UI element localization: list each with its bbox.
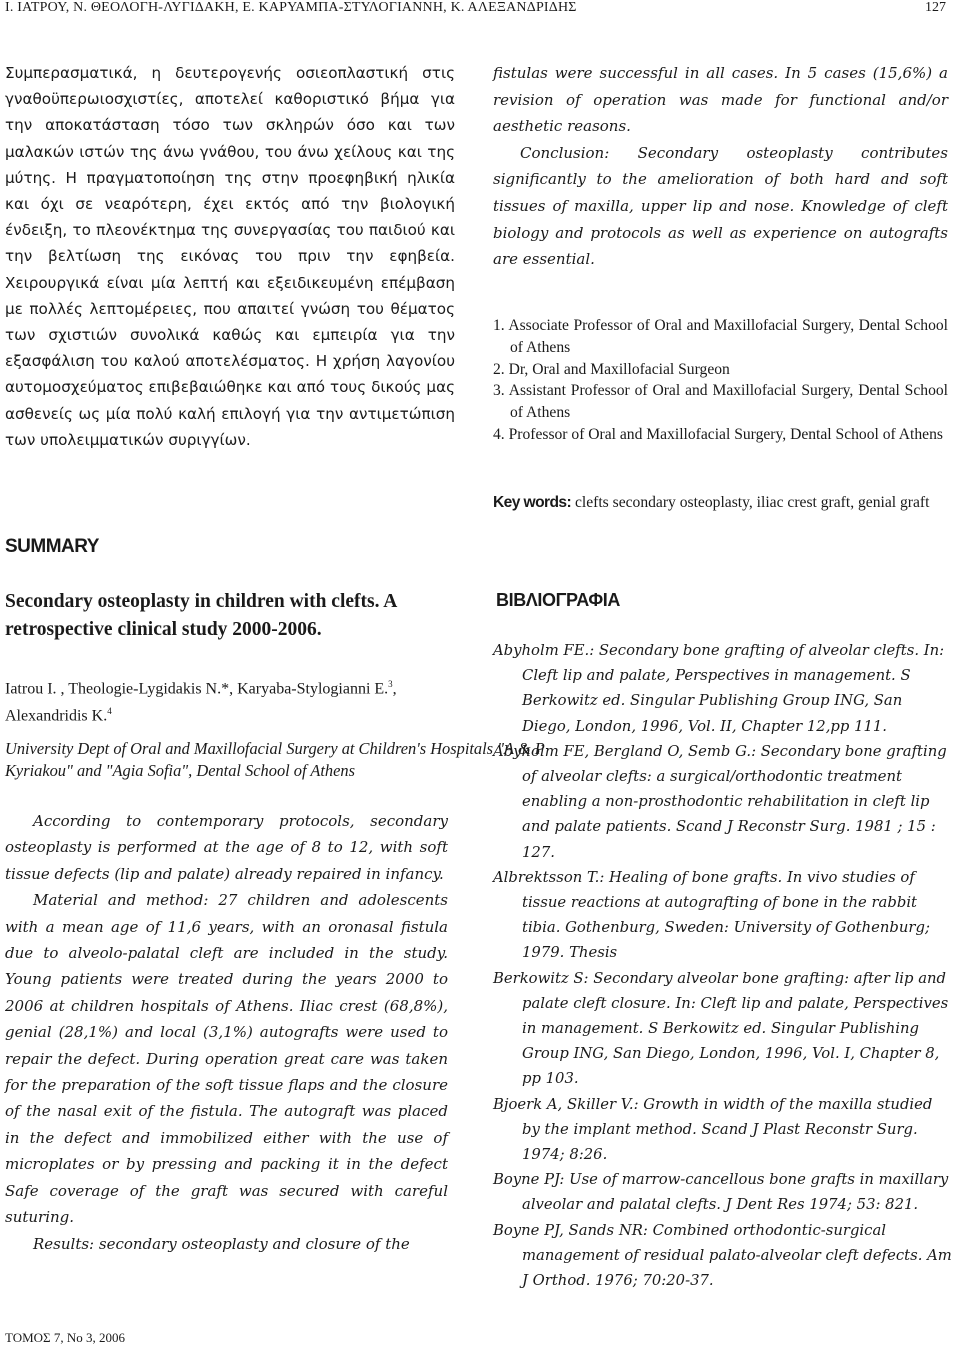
summary-title: Secondary osteoplasty in children with clefts. A retrospective clinical study 2000-2006. [5,591,397,640]
reference-list [493,638,953,1293]
abstract-methods: Material and method: 27 children and adolescents with a mean age of 11,6 years, with an oronasal fistula due to alveolo-palatal cleft are included in the study. Young patients were treated during the years 2000 to 2006 at children hospitals of Athens. Iliac crest (68,8%), genial (28,1%) and local (3,1%) autografts were used to repair the defect. During operation great care was taken for the preparation of the soft tissue flaps and the closure of the nasal exit of the fistula. The autograft was placed in the defect and immobilized either with the use of microplates or by pressing and packing it in the defect Safe coverage of the graft was secured with careful suturing. [5,891,448,1227]
bibliography-heading: ΒΙΒΛΙΟΓΡΑΦΙΑ [496,590,620,610]
keywords [493,490,948,515]
affiliation-item: 3. Assistant Professor of Oral and Maxillofacial Surgery, Dental School of Athens [493,382,948,422]
author-superscript: 3 [388,679,393,689]
affiliation-item: 4. Professor of Oral and Maxillofacial Surgery, Dental School of Athens [493,425,943,443]
abstract-right [493,60,948,273]
reference-item: Berkowitz S: Secondary alveolar bone grafting: after lip and palate cleft closure. In: Cleft lip and palate, Perspectives in management. S Berkowitz ed. Singular Publishing Group ING, San Diego, London, 1996, Vol. I, Chapter 8, pp 103. [493,969,949,1088]
page-number: 127 [925,0,946,15]
abstract-intro: According to contemporary protocols, secondary osteoplasty is performed at the age of 8 to 12, with soft tissue defects (lip and palate) already repaired in infancy. [5,812,448,883]
greek-conclusion-paragraph: Συμπερασματικά, η δευτερογενής οσιεοπλαστική στις γναθοϋπερωιοσχιστίες, αποτελεί καθοριστικό βήμα για την αποκατάσταση τόσο των σκληρών όσο και των μαλακών ιστών της άνω γνάθου, του άνω χείλους και της μύτης. Η πραγματοποίηση της στην προεφηβική ηλικία και όχι σε νεαρότερη, έχει εκτός από την βιολογική ένδειξη, το πλεονέκτημα της συνεργασίας του παιδιού και την βελτίωση της εικόνας του πριν την εφηβεία. Χειρουργικά είναι μία λεπτή και εξειδικευμένη επέμβαση με πολλές λεπτομέρειες, που απαιτεί γνώση του θέματος των σχιστιών συνολικά καθώς και εμπειρία για την εξασφάλιση του καλού αποτελέσματος. Η χρήση λαγονίου αυτομοσχεύματος επιβεβαιώθηκε και από τους δικούς μας ασθενείς ως μία πολύ καλή επιλογή για την αντιμετώπιση των υπολειμματικών συριγγίων. [5,64,455,449]
reference-item: Abyholm FE, Bergland O, Semb G.: Secondary bone grafting of alveolar clefts: a surgical/orthodontic treatment enabling a non-prosthodontic rehabilitation in cleft lip and palate patients. Scand J Reconstr Surg. 1981 ; 15 : 127. [493,742,947,861]
keywords-text: clefts secondary osteoplasty, iliac crest graft, genial graft [571,494,930,511]
greek-conclusion-block [5,60,455,453]
author-superscript: 4 [107,706,112,717]
affiliation-item: 1. Associate Professor of Oral and Maxillofacial Surgery, Dental School of Athens [493,317,948,356]
author-line: Iatrou I. , Theologie-Lygidakis N.*, Karyaba-Stylogianni E. [5,680,389,698]
author-separator: , [392,680,397,698]
institution: University Dept of Oral and Maxillofacial Surgery at Children's Hospitals "A & P Kyriakou" and "Agia Sofia", Dental School of Athens [5,739,545,780]
abstract-results-start: Results: secondary osteoplasty and closure of the [33,1234,410,1253]
reference-item: Boyne PJ: Use of marrow-cancellous bone grafts in maxillary alveolar and palatal clefts. J Dent Res 1974; 53: 821. [493,1171,949,1214]
journal-footer: ΤΟΜΟΣ 7, Νο 3, 2006 [5,1330,125,1345]
summary-authors [5,673,455,728]
abstract-left [5,808,448,1257]
affiliation-item: 2. Dr, Oral and Maxillofacial Surgeon [493,360,730,378]
author-line: Alexandridis K. [5,707,108,725]
reference-item: Boyne PJ, Sands NR: Combined orthodontic-surgical management of residual palato-alveolar cleft defects. Am J Orthod. 1976; 70:20-37. [493,1221,952,1290]
running-head: Ι. ΙΑΤΡΟΥ, Ν. ΘΕΟΛΟΓΗ-ΛΥΓΙΔΑΚΗ, Ε. ΚΑΡΥΑΜΠΑ-ΣΤΥΛΟΓΙΑΝΝΗ, Κ. ΑΛΕΞΑΝΔΡΙΔΗΣ [5,0,577,15]
keywords-label: Key words: [493,494,572,511]
summary-heading: SUMMARY [5,536,99,557]
reference-item: Abyholm FE.: Secondary bone grafting of alveolar clefts. In: Cleft lip and palate, Perspectives in management. S Berkowitz ed. Singular Publishing Group ING, San Diego, London, 1996, Vol. II, Chapter 12,pp 111. [493,642,945,735]
abstract-results-continued: fistulas were successful in all cases. In 5 cases (15,6%) a revision of operation was made for functional and/or aesthetic reasons. [493,64,948,136]
affiliations [493,315,948,446]
abstract-conclusion: Conclusion: Secondary osteoplasty contributes significantly to the amelioration of both hard and soft tissues of maxilla, upper lip and nose. Knowledge of cleft biology and protocols as well as experience on autografts are essential. [493,143,948,269]
reference-item: Albrektsson T.: Healing of bone grafts. In vivo studies of tissue reactions at autografting of bone in the rabbit tibia. Gothenburg, Sweden: University of Gothenburg; 1979. Thesis [493,868,930,962]
reference-item: Bjoerk A, Skiller V.: Growth in width of the maxilla studied by the implant method. Scand J Plast Reconstr Surg. 1974; 8:26. [493,1095,933,1164]
